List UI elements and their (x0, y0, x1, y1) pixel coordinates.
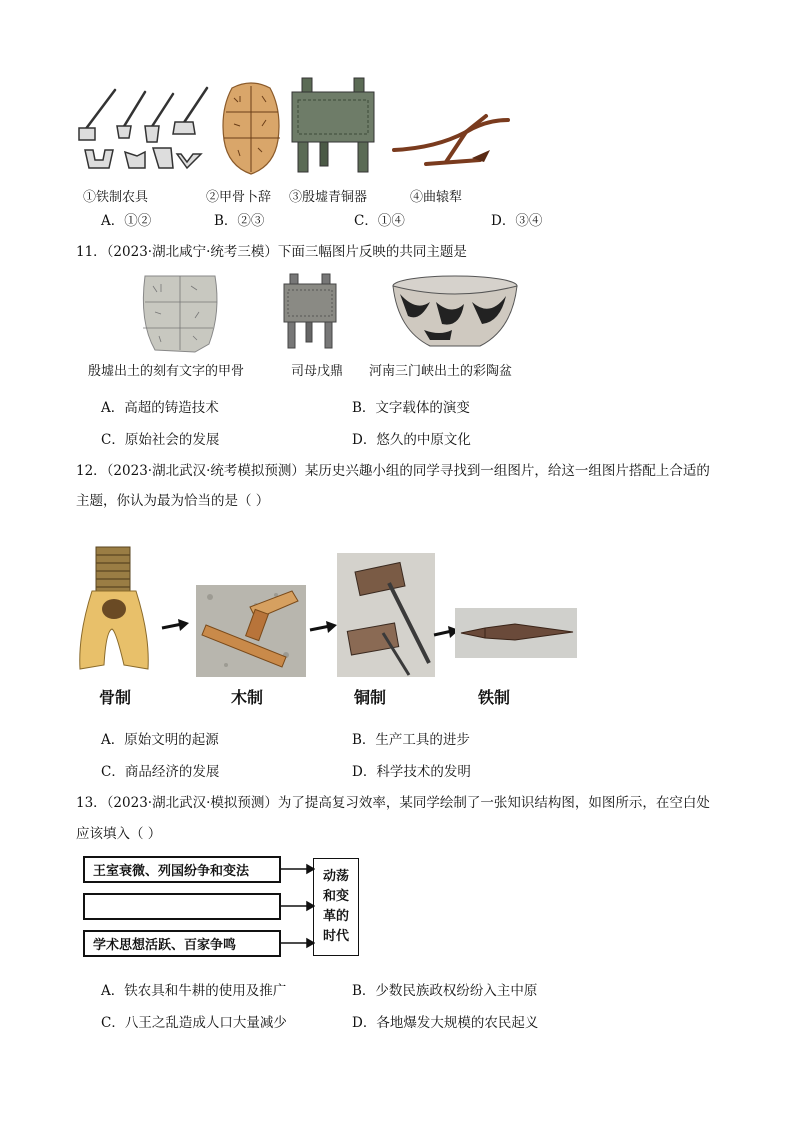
arrow-icon (308, 620, 338, 636)
label-iron: 铁制 (478, 688, 511, 707)
q10-option-a[interactable]: A．①② (101, 213, 152, 229)
oracle-bone-image (218, 80, 284, 176)
q10-option-c[interactable]: C．①④ (354, 213, 405, 229)
bronze-ding-image (286, 76, 380, 174)
q13-stem-line1: 13．（2023·湖北武汉·模拟预测）为了提高复习效率，某同学绘制了一张知识结构图，如图所示，在空白处 (76, 795, 710, 811)
caption-simuwu-ding: 司母戊鼎 (291, 364, 344, 379)
painted-pottery-photo (390, 272, 520, 354)
q12-option-b[interactable]: B．生产工具的进步 (352, 732, 470, 748)
curved-plow-image (386, 110, 516, 170)
structure-box-3: 学术思想活跃、百家争鸣 (83, 930, 281, 957)
q13-option-a[interactable]: A．铁农具和牛耕的使用及推广 (101, 983, 287, 999)
q12-stem-line1: 12．（2023·湖北武汉·统考模拟预测）某历史兴趣小组的同学寻找到一组图片，给这一组图片搭配上合适的 (76, 463, 710, 479)
oracle-bone-photo (135, 272, 225, 354)
structure-box-blank (83, 893, 281, 920)
q10-option-b[interactable]: B．②③ (214, 213, 265, 229)
caption-plow: ④曲辕犁 (410, 190, 463, 205)
simuwu-ding-photo (280, 272, 340, 352)
label-bronze: 铜制 (354, 688, 387, 707)
caption-oracle-bone-photo: 殷墟出土的刻有文字的甲骨 (88, 364, 245, 379)
q11-option-b[interactable]: B．文字载体的演变 (352, 400, 470, 416)
q12-stem-line2: 主题，你认为最为恰当的是（ ） (76, 493, 270, 509)
q11-option-a[interactable]: A．高超的铸造技术 (101, 400, 219, 416)
q13-stem-line2: 应该填入（ ） (76, 826, 162, 842)
result-line: 和变 (322, 889, 349, 904)
q10-option-d[interactable]: D．③④ (491, 213, 543, 229)
q12-option-a[interactable]: A．原始文明的起源 (101, 732, 219, 748)
result-line: 时代 (322, 929, 349, 944)
wooden-tool-image (196, 585, 306, 677)
q12-option-c[interactable]: C．商品经济的发展 (101, 764, 220, 780)
q13-option-d[interactable]: D．各地爆发大规模的农民起义 (352, 1015, 539, 1031)
q11-stem: 11．（2023·湖北咸宁·统考三模）下面三幅图片反映的共同主题是 (76, 244, 467, 260)
caption-iron-tools: ①铁制农具 (83, 190, 149, 205)
bronze-tool-image (337, 553, 435, 677)
caption-painted-pottery: 河南三门峡出土的彩陶盆 (369, 364, 513, 379)
q12-option-d[interactable]: D．科学技术的发明 (352, 764, 471, 780)
q13-option-c[interactable]: C．八王之乱造成人口大量减少 (101, 1015, 287, 1031)
iron-tools-image (75, 82, 215, 177)
caption-oracle-bone: ②甲骨卜辞 (206, 190, 272, 205)
q11-option-d[interactable]: D．悠久的中原文化 (352, 432, 471, 448)
structure-result-box (313, 858, 359, 956)
bone-tool-image (78, 545, 152, 673)
label-bone: 骨制 (99, 688, 132, 707)
q11-option-c[interactable]: C．原始社会的发展 (101, 432, 220, 448)
structure-box-1: 王室衰微、列国纷争和变法 (83, 856, 281, 883)
result-line: 革的 (322, 909, 349, 924)
label-wood: 木制 (231, 688, 264, 707)
q13-option-b[interactable]: B．少数民族政权纷纷入主中原 (352, 983, 538, 999)
result-line: 动荡 (322, 869, 349, 884)
iron-tool-image (455, 608, 577, 658)
caption-bronze: ③殷墟青铜器 (289, 190, 368, 205)
arrow-icon (160, 618, 190, 634)
structure-arrows (281, 860, 315, 956)
